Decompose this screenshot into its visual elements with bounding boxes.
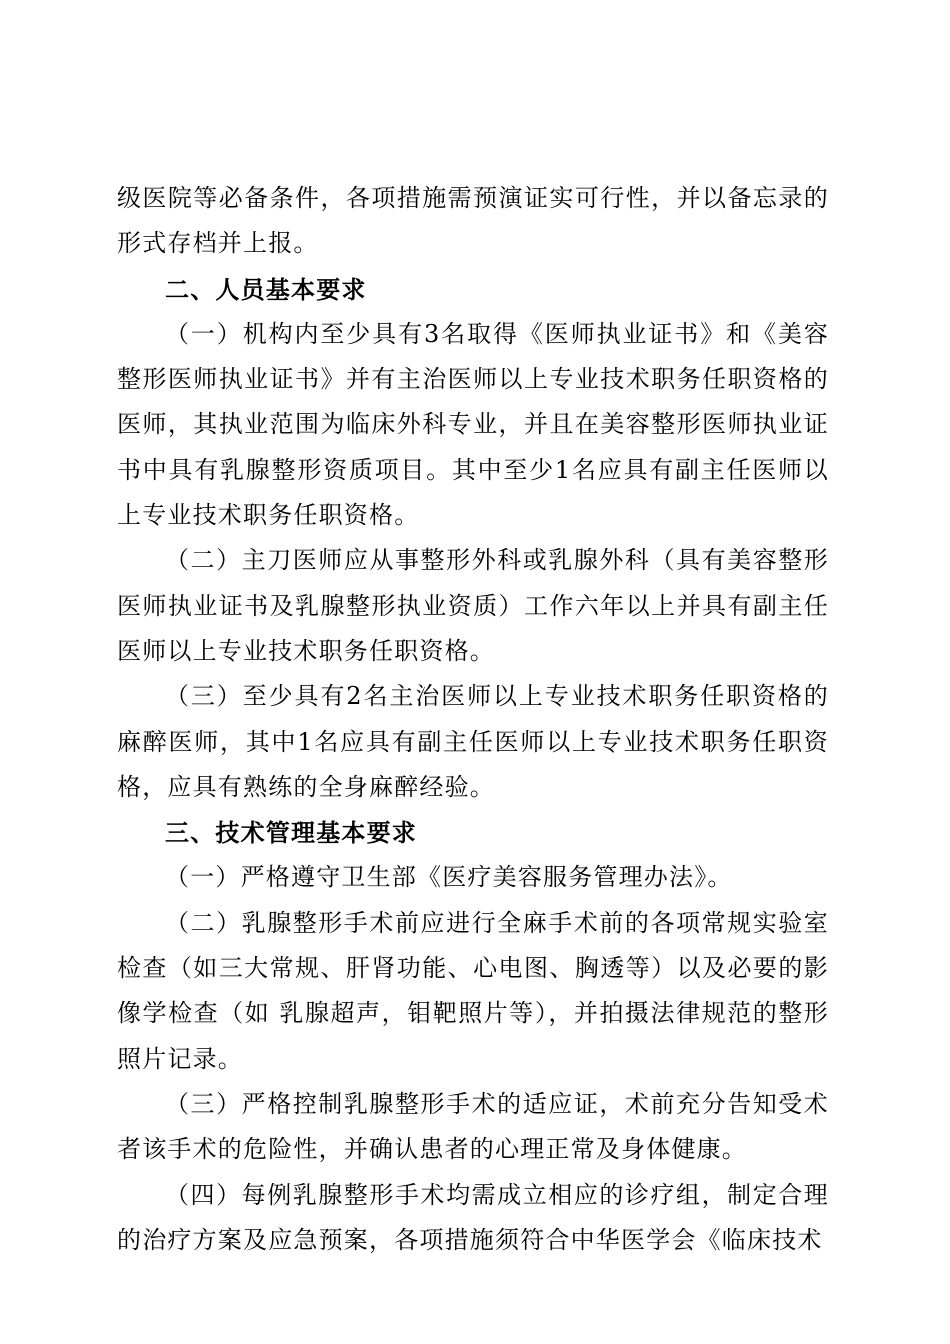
paragraph-technical-1: （一）严格遵守卫生部《医疗美容服务管理办法》。 (165, 863, 733, 892)
paragraph-technical-4: （四）每例乳腺整形手术均需成立相应的诊疗组，制定合理的治疗方案及应急预案，各项措施须符合中华医学会《临床技术 (117, 1180, 829, 1254)
section-heading-personnel: 二、人员基本要求 (165, 274, 367, 304)
paragraph-continuation: 级医院等必备条件，各项措施需预演证实可行性，并以备忘录的形式存档并上报。 (117, 184, 829, 258)
paragraph-personnel-3: （三）至少具有2名主治医师以上专业技术职务任职资格的麻醉医师，其中1名应具有副主任医师以上专业技术职务任职资格，应具有熟练的全身麻醉经验。 (117, 682, 829, 801)
paragraph-personnel-1: （一）机构内至少具有3名取得《医师执业证书》和《美容整形医师执业证书》并有主治医师以上专业技术职务任职资格的医师，其执业范围为临床外科专业，并且在美容整形医师执业证书中具有乳腺整形资质项目。其中至少1名应具有副主任医师以上专业技术职务任职资格。 (117, 319, 829, 530)
document-page (117, 176, 829, 1263)
paragraph-technical-2: （二）乳腺整形手术前应进行全麻手术前的各项常规实验室检查（如三大常规、肝肾功能、心电图、胸透等）以及必要的影像学检查（如 乳腺超声，钼靶照片等），并拍摄法律规范的整形照片记录。 (117, 908, 829, 1073)
paragraph-personnel-2: （二）主刀医师应从事整形外科或乳腺外科（具有美容整形医师执业证书及乳腺整形执业资质）工作六年以上并具有副主任医师以上专业技术职务任职资格。 (117, 546, 829, 665)
section-heading-technical: 三、技术管理基本要求 (165, 818, 417, 848)
paragraph-technical-3: （三）严格控制乳腺整形手术的适应证，术前充分告知受术者该手术的危险性，并确认患者的心理正常及身体健康。 (117, 1089, 829, 1164)
